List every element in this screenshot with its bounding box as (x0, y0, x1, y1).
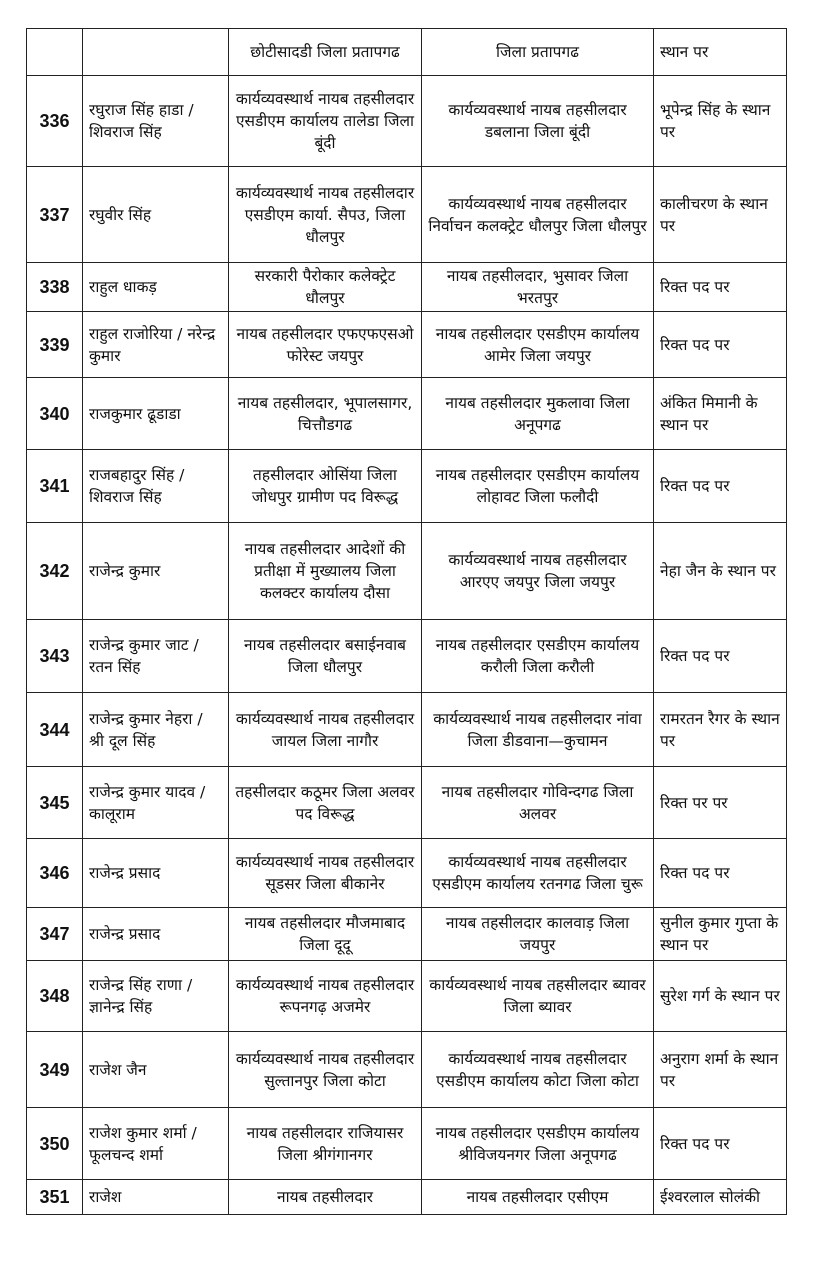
serial-number-cell (27, 29, 83, 76)
employee-name-cell: राजेन्द्र कुमार यादव / कालूराम (83, 767, 229, 839)
table-row (27, 767, 787, 839)
table-row (27, 450, 787, 523)
serial-number-cell: 338 (27, 263, 83, 312)
remark-cell: स्थान पर (654, 29, 787, 76)
new-posting-cell: कार्यव्यवस्थार्थ नायब तहसीलदार आरएए जयपुर जिला जयपुर (422, 523, 654, 620)
current-posting-cell: कार्यव्यवस्थार्थ नायब तहसीलदार जायल जिला नागौर (229, 693, 422, 767)
current-posting-cell: कार्यव्यवस्थार्थ नायब तहसीलदार सुल्तानपुर जिला कोटा (229, 1032, 422, 1108)
current-posting-cell: नायब तहसीलदार बसाईनवाब जिला धौलपुर (229, 620, 422, 693)
current-posting-cell: नायब तहसीलदार एफएफएसओ फोरेस्ट जयपुर (229, 312, 422, 378)
new-posting-cell: कार्यव्यवस्थार्थ नायब तहसीलदार एसडीएम कार्यालय रतनगढ जिला चुरू (422, 839, 654, 908)
new-posting-cell: नायब तहसीलदार एसडीएम कार्यालय लोहावट जिला फलौदी (422, 450, 654, 523)
new-posting-cell: कार्यव्यवस्थार्थ नायब तहसीलदार एसडीएम कार्यालय कोटा जिला कोटा (422, 1032, 654, 1108)
employee-name-cell: राजेन्द्र सिंह राणा / ज्ञानेन्द्र सिंह (83, 961, 229, 1032)
current-posting-cell: नायब तहसीलदार मौजमाबाद जिला दूदू (229, 908, 422, 961)
current-posting-cell: नायब तहसीलदार राजियासर जिला श्रीगंगानगर (229, 1108, 422, 1180)
transfer-table (26, 28, 787, 1215)
serial-number-cell: 346 (27, 839, 83, 908)
table-row (27, 29, 787, 76)
employee-name-cell: राजेश कुमार शर्मा / फूलचन्द शर्मा (83, 1108, 229, 1180)
remark-cell: रिक्त पद पर (654, 263, 787, 312)
employee-name-cell: राजबहादुर सिंह / शिवराज सिंह (83, 450, 229, 523)
serial-number-cell: 348 (27, 961, 83, 1032)
serial-number-cell: 347 (27, 908, 83, 961)
employee-name-cell: रघुराज सिंह हाडा / शिवराज सिंह (83, 76, 229, 167)
serial-number-cell: 345 (27, 767, 83, 839)
current-posting-cell: छोटीसादडी जिला प्रतापगढ (229, 29, 422, 76)
employee-name-cell: राजेन्द्र प्रसाद (83, 908, 229, 961)
remark-cell: कालीचरण के स्थान पर (654, 167, 787, 263)
current-posting-cell: तहसीलदार ओसिंया जिला जोधपुर ग्रामीण पद विरूद्ध (229, 450, 422, 523)
remark-cell: सुरेश गर्ग के स्थान पर (654, 961, 787, 1032)
serial-number-cell: 344 (27, 693, 83, 767)
remark-cell: ईश्वरलाल सोलंकी (654, 1180, 787, 1215)
new-posting-cell: नायब तहसीलदार, भुसावर जिला भरतपुर (422, 263, 654, 312)
current-posting-cell: कार्यव्यवस्थार्थ नायब तहसीलदार एसडीएम कार्यालय तालेडा जिला बूंदी (229, 76, 422, 167)
table-row (27, 839, 787, 908)
employee-name-cell: रघुवीर सिंह (83, 167, 229, 263)
table-row (27, 1032, 787, 1108)
employee-name-cell: राजेन्द्र कुमार नेहरा / श्री दूल सिंह (83, 693, 229, 767)
document-page (26, 28, 786, 1215)
employee-name-cell: राहुल धाकड़ (83, 263, 229, 312)
table-row (27, 693, 787, 767)
current-posting-cell: कार्यव्यवस्थार्थ नायब तहसीलदार रूपनगढ़ अजमेर (229, 961, 422, 1032)
current-posting-cell: कार्यव्यवस्थार्थ नायब तहसीलदार सूडसर जिला बीकानेर (229, 839, 422, 908)
remark-cell: सुनील कुमार गुप्ता के स्थान पर (654, 908, 787, 961)
serial-number-cell: 337 (27, 167, 83, 263)
employee-name-cell: राजेन्द्र कुमार (83, 523, 229, 620)
new-posting-cell: कार्यव्यवस्थार्थ नायब तहसीलदार डबलाना जिला बूंदी (422, 76, 654, 167)
table-row (27, 167, 787, 263)
employee-name-cell: राजकुमार ढूडाडा (83, 378, 229, 450)
serial-number-cell: 340 (27, 378, 83, 450)
table-row (27, 1180, 787, 1215)
employee-name-cell: राजेश (83, 1180, 229, 1215)
current-posting-cell: नायब तहसीलदार आदेशों की प्रतीक्षा में मुख्यालय जिला कलक्टर कार्यालय दौसा (229, 523, 422, 620)
new-posting-cell: नायब तहसीलदार एसडीएम कार्यालय आमेर जिला जयपुर (422, 312, 654, 378)
current-posting-cell: कार्यव्यवस्थार्थ नायब तहसीलदार एसडीएम कार्या. सैपउ, जिला धौलपुर (229, 167, 422, 263)
current-posting-cell: तहसीलदार कठूमर जिला अलवर पद विरूद्ध (229, 767, 422, 839)
new-posting-cell: कार्यव्यवस्थार्थ नायब तहसीलदार नांवा जिला डीडवाना—कुचामन (422, 693, 654, 767)
transfer-table-body (27, 29, 787, 1215)
serial-number-cell: 350 (27, 1108, 83, 1180)
employee-name-cell: राजेन्द्र कुमार जाट / रतन सिंह (83, 620, 229, 693)
new-posting-cell: कार्यव्यवस्थार्थ नायब तहसीलदार ब्यावर जिला ब्यावर (422, 961, 654, 1032)
table-row (27, 263, 787, 312)
remark-cell: रिक्त पद पर (654, 450, 787, 523)
new-posting-cell: नायब तहसीलदार कालवाड़ जिला जयपुर (422, 908, 654, 961)
current-posting-cell: नायब तहसीलदार, भूपालसागर, चित्तौडगढ (229, 378, 422, 450)
serial-number-cell: 341 (27, 450, 83, 523)
remark-cell: रिक्त पद पर (654, 312, 787, 378)
table-row (27, 908, 787, 961)
employee-name-cell: राहुल राजोरिया / नरेन्द्र कुमार (83, 312, 229, 378)
table-row (27, 76, 787, 167)
remark-cell: रिक्त पद पर (654, 620, 787, 693)
serial-number-cell: 342 (27, 523, 83, 620)
remark-cell: रिक्त पद पर (654, 839, 787, 908)
new-posting-cell: नायब तहसीलदार एसडीएम कार्यालय श्रीविजयनगर जिला अनूपगढ (422, 1108, 654, 1180)
new-posting-cell: नायब तहसीलदार एसडीएम कार्यालय करौली जिला करौली (422, 620, 654, 693)
new-posting-cell: नायब तहसीलदार एसीएम (422, 1180, 654, 1215)
new-posting-cell: जिला प्रतापगढ (422, 29, 654, 76)
table-row (27, 312, 787, 378)
remark-cell: रिक्त पद पर (654, 1108, 787, 1180)
table-row (27, 1108, 787, 1180)
remark-cell: नेहा जैन के स्थान पर (654, 523, 787, 620)
table-row (27, 620, 787, 693)
serial-number-cell: 336 (27, 76, 83, 167)
table-row (27, 961, 787, 1032)
employee-name-cell: राजेन्द्र प्रसाद (83, 839, 229, 908)
current-posting-cell: नायब तहसीलदार (229, 1180, 422, 1215)
employee-name-cell (83, 29, 229, 76)
employee-name-cell: राजेश जैन (83, 1032, 229, 1108)
new-posting-cell: नायब तहसीलदार मुकलावा जिला अनूपगढ (422, 378, 654, 450)
serial-number-cell: 349 (27, 1032, 83, 1108)
remark-cell: अनुराग शर्मा के स्थान पर (654, 1032, 787, 1108)
remark-cell: रामरतन रैगर के स्थान पर (654, 693, 787, 767)
serial-number-cell: 339 (27, 312, 83, 378)
remark-cell: अंकित मिमानी के स्थान पर (654, 378, 787, 450)
new-posting-cell: नायब तहसीलदार गोविन्दगढ जिला अलवर (422, 767, 654, 839)
serial-number-cell: 343 (27, 620, 83, 693)
remark-cell: रिक्त पर पर (654, 767, 787, 839)
table-row (27, 378, 787, 450)
new-posting-cell: कार्यव्यवस्थार्थ नायब तहसीलदार निर्वाचन कलक्ट्रेट धौलपुर जिला धौलपुर (422, 167, 654, 263)
current-posting-cell: सरकारी पैरोकार कलेक्ट्रेट धौलपुर (229, 263, 422, 312)
serial-number-cell: 351 (27, 1180, 83, 1215)
table-row (27, 523, 787, 620)
remark-cell: भूपेन्द्र सिंह के स्थान पर (654, 76, 787, 167)
